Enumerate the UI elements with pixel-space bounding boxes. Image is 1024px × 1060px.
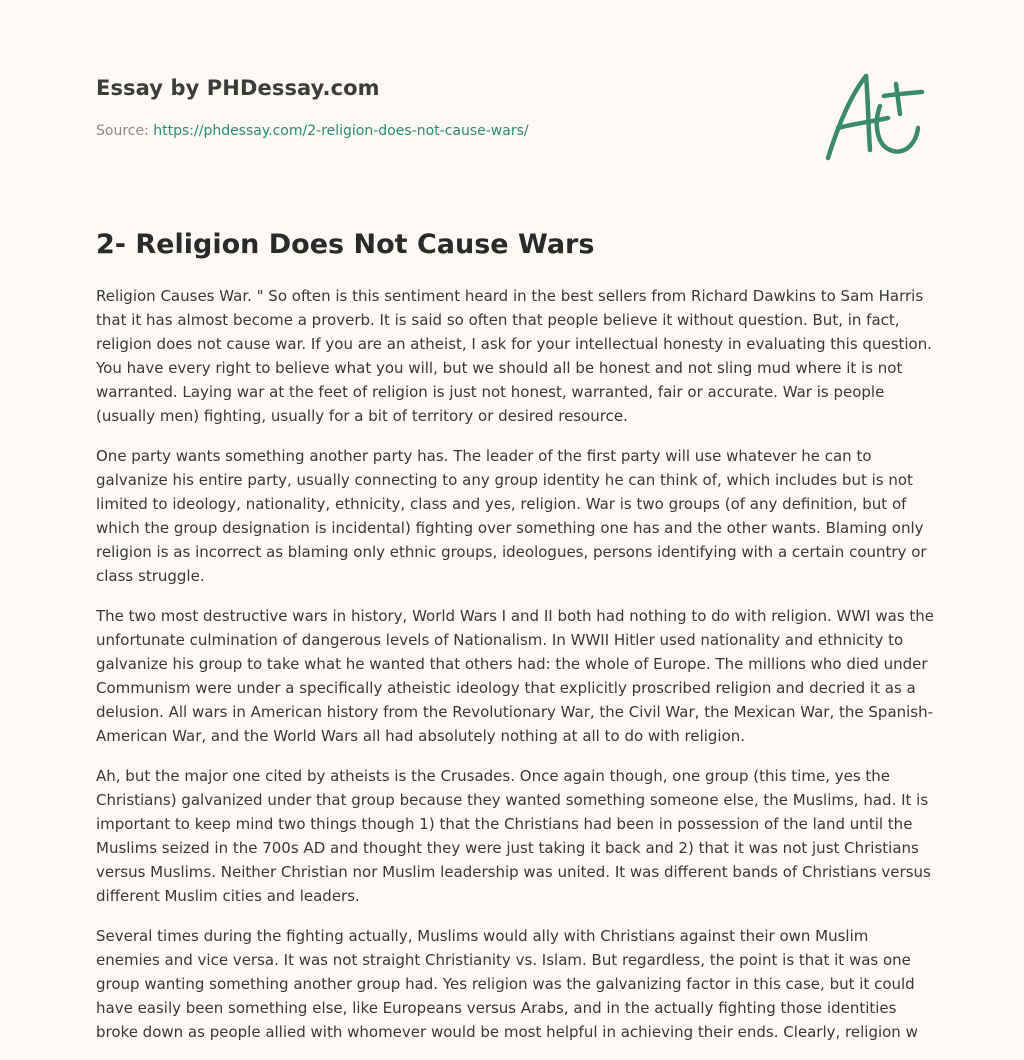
article-body — [96, 284, 936, 1060]
paragraph: One party wants something another party has. The leader of the first party will use whatever he can to galvanize his entire party, usually connecting to any group identity he can think of, which includes but is not limited to ideology, nationality, ethnicity, class and yes, religion. War is two groups (of any definition, but of which the group designation is incidental) fighting over something one has and the other wants. Blaming only religion is as incorrect as blaming only ethnic groups, ideologues, persons identifying with a certain country or class struggle. — [96, 447, 927, 585]
a-plus-grade-icon — [816, 66, 936, 166]
source-label: Source: — [96, 123, 154, 139]
site-brand: Essay by PHDessay.com — [96, 76, 380, 100]
essay-header — [96, 76, 796, 140]
paragraph: Ah, but the major one cited by atheists is the Crusades. Once again though, one group (this time, yes the Christians) galvanized under that group because they wanted something someone else, the Muslims, had. It is important to keep mind two things though 1) that the Christians had been in possession of the land until the Muslims seized in the 700s AD and thought they were just taking it back and 2) that it was not just Christians versus Muslims. Neither Christian nor Muslim leadership was united. It was different bands of Christians versus different Muslim cities and leaders. — [96, 767, 931, 905]
paragraph: The two most destructive wars in history, World Wars I and II both had nothing to do with religion. WWI was the unfortunate culmination of dangerous levels of Nationalism. In WWII Hitler used nationality and ethnicity to galvanize his group to take what he wanted that others had: the whole of Europe. The millions who died under Communism were under a specifically atheistic ideology that explicitly proscribed religion and decried it as a delusion. All wars in American history from the Revolutionary War, the Civil War, the Mexican War, the Spanish-American War, and the World Wars all had absolutely nothing at all to do with religion. — [96, 607, 935, 745]
source-line — [96, 122, 796, 140]
paragraph: Religion Causes War. " So often is this sentiment heard in the best sellers from Richard Dawkins to Sam Harris that it has almost become a proverb. It is said so often that people believe it without question. But, in fact, religion does not cause war. If you are an atheist, I ask for your intellectual honesty in evaluating this question. You have every right to believe what you will, but we should all be honest and not sling mud where it is not warranted. Laying war at the feet of religion is just not honest, warranted, fair or accurate. War is people (usually men) fighting, usually for a bit of territory or desired resource. — [96, 287, 933, 425]
article-title: 2- Religion Does Not Cause Wars — [96, 229, 595, 260]
source-link[interactable]: https://phdessay.com/2-religion-does-not-cause-wars/ — [153, 123, 529, 139]
paragraph: Several times during the fighting actually, Muslims would ally with Christians against their own Muslim enemies and vice versa. It was not straight Christianity vs. Islam. But regardless, the point is that it was one group wanting something another group had. Yes religion was the galvanizing factor in this case, but it could have easily been something else, like Europeans versus Arabs, and in the actually fighting those identities broke down as people allied with whomever would be most helpful in achieving their ends. Clearly, religion w — [96, 927, 918, 1041]
